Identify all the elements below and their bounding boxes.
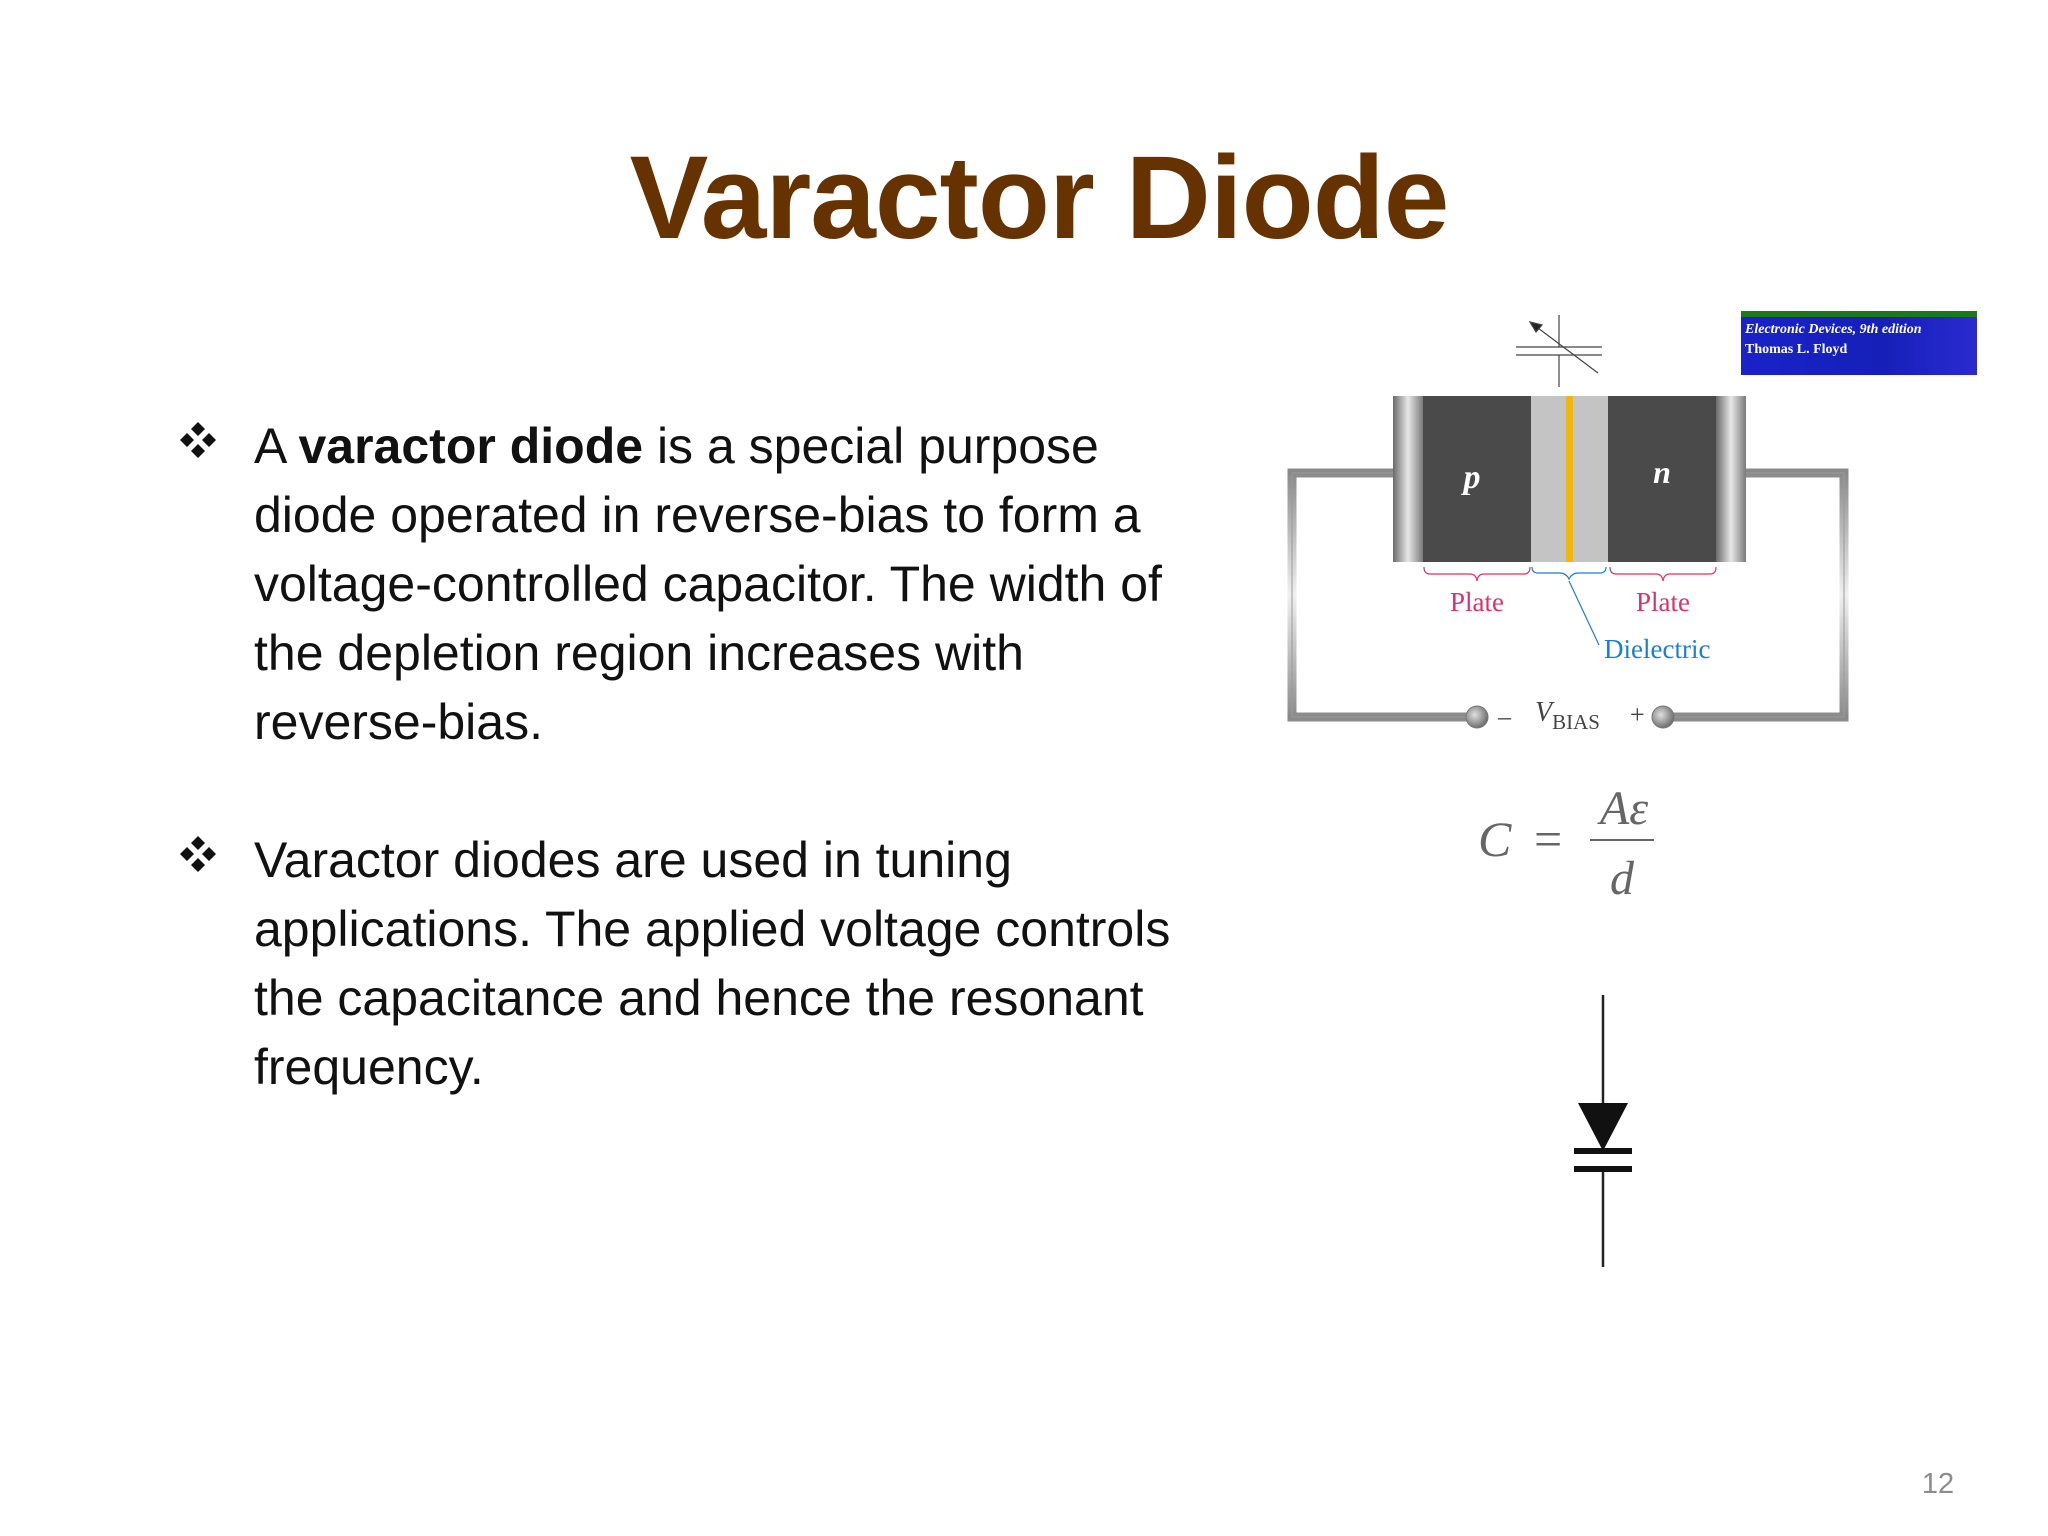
positive-terminal — [1652, 706, 1674, 728]
plate-label-left: Plate — [1450, 587, 1504, 617]
vbias-v: V — [1535, 697, 1553, 728]
n-label: n — [1653, 454, 1671, 490]
depletion-region-right — [1573, 396, 1608, 562]
negative-terminal — [1466, 706, 1488, 728]
textbook-badge — [1741, 311, 1977, 375]
vbias-label — [1535, 697, 1600, 734]
dielectric-stripe — [1566, 396, 1573, 562]
bullet-1-prefix: A — [254, 418, 299, 474]
page-number: 12 — [1921, 1468, 1955, 1500]
formula-numerator: Aε — [1599, 786, 1649, 835]
textbook-author: Thomas L. Floyd — [1745, 342, 1848, 357]
bullet-1-text: is a special purpose diode operated in reverse-bias to form a voltage-controlled capacitor. The width of the depletion region increases with reverse-bias. — [254, 418, 1162, 750]
plus-sign: + — [1630, 700, 1645, 729]
bullet-list — [178, 412, 1198, 1102]
diamond-bullet-icon — [178, 420, 218, 460]
capacitance-formula — [1478, 786, 1678, 916]
bullet-2-text: Varactor diodes are used in tuning applications. The applied voltage controls the capacitance and hence the resonant frequency. — [254, 832, 1171, 1095]
plate-label-right: Plate — [1636, 587, 1690, 617]
varactor-symbol-icon — [1548, 995, 1658, 1275]
slide-title: Varactor Diode — [629, 132, 1449, 264]
dielectric-label: Dielectric — [1604, 634, 1711, 664]
variable-capacitor-icon — [1516, 315, 1602, 387]
p-label: p — [1463, 459, 1481, 496]
formula-equals: = — [1534, 811, 1563, 867]
diamond-bullet-icon — [178, 834, 218, 874]
minus-sign: – — [1498, 702, 1511, 731]
formula-lhs: C — [1478, 811, 1512, 867]
plate-brace-right — [1610, 567, 1716, 581]
bullet-item-1 — [178, 412, 1198, 757]
dielectric-brace — [1532, 567, 1606, 645]
formula-denominator: d — [1610, 852, 1634, 905]
plate-brace-left — [1424, 567, 1530, 581]
textbook-title: Electronic Devices, 9th edition — [1745, 322, 1922, 337]
bullet-1-bold-term: varactor diode — [298, 418, 644, 474]
vbias-subscript: BIAS — [1552, 710, 1600, 734]
right-end-cap — [1716, 396, 1746, 562]
depletion-region-left — [1531, 396, 1566, 562]
bullet-item-2 — [178, 826, 1198, 1102]
left-end-cap — [1393, 396, 1423, 562]
